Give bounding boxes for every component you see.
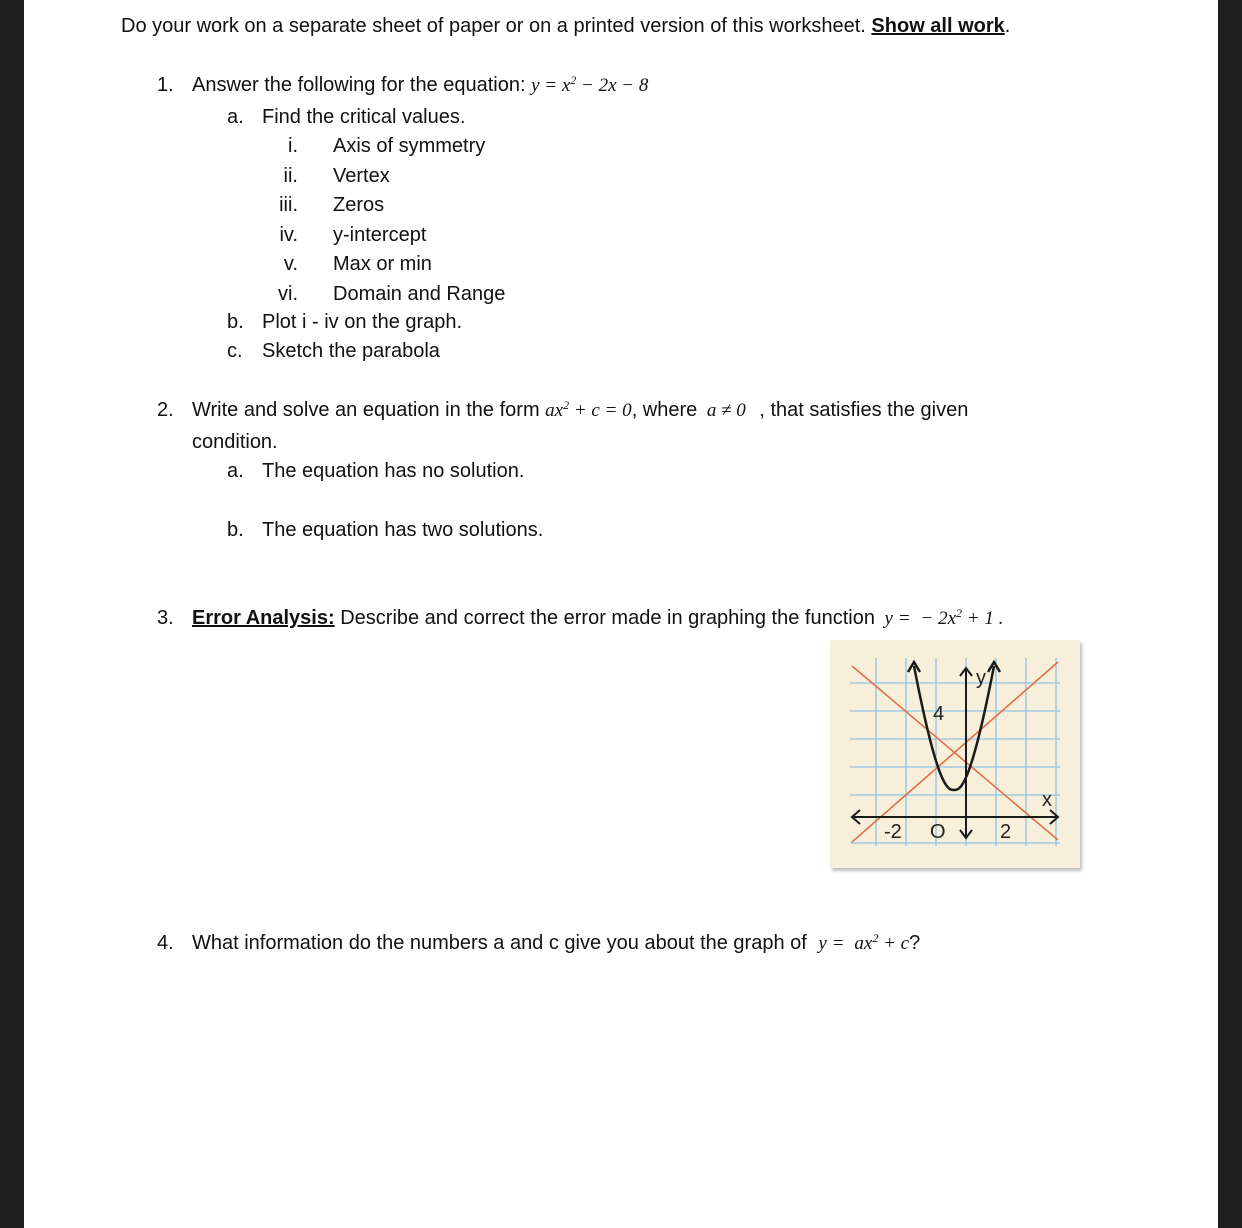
q1a-item-number: v.	[283, 253, 298, 275]
parabola-arrows	[908, 662, 1000, 672]
q1a-item-text: Vertex	[333, 165, 390, 187]
q1a-item-number: i.	[288, 135, 298, 157]
q2-line2: condition.	[192, 431, 278, 453]
q1a-item-text: y-intercept	[333, 224, 427, 246]
instructions-end: .	[1004, 15, 1011, 37]
tick-label-origin: O	[930, 821, 946, 843]
q1c-text: Sketch the parabola	[262, 340, 440, 362]
q1a-text: Find the critical values.	[262, 106, 466, 128]
error-graph	[830, 640, 1080, 868]
error-analysis-title: Error Analysis:	[192, 607, 335, 629]
q4-equation: $y = ax^2 + c$	[818, 931, 910, 954]
instructions-text: Do your work on a separate sheet of paper or on a printed version of this worksheet.	[121, 15, 872, 37]
q1-equation: $y = x^2 - 2x - 8$	[531, 73, 649, 96]
q2-prompt: Write and solve an equation in the form $ax^2 + c = 0$, where a ≠ 0 , that satisfies the given	[192, 398, 969, 421]
q3-number: 3.	[157, 607, 174, 629]
q4-prompt: What information do the numbers a and c give you about the graph of $y = ax^2 + c$?	[192, 931, 921, 954]
y-axis-label: y	[976, 667, 986, 689]
q2a-text: The equation has no solution.	[262, 460, 525, 482]
q2b-text: The equation has two solutions.	[262, 519, 544, 541]
q1a-item-number: vi.	[278, 283, 298, 305]
tick-label-neg2: -2	[884, 821, 902, 843]
q1-prompt	[192, 73, 648, 98]
red-x-mark	[852, 662, 1058, 842]
q2b-label: b.	[227, 519, 244, 541]
q1a-item-text: Max or min	[333, 253, 432, 275]
q1a-item-text: Axis of symmetry	[333, 135, 486, 157]
worksheet-page	[24, 0, 1218, 1228]
tick-label-4: 4	[933, 703, 945, 725]
q3-prompt: Error Analysis: Describe and correct the error made in graphing the function y = − $2x^2 + 1$ .	[192, 606, 1004, 629]
q1-number: 1.	[157, 74, 174, 96]
q4-number: 4.	[157, 932, 174, 954]
q1a-item-number: ii.	[283, 165, 298, 187]
q1a-item-text: Zeros	[333, 194, 385, 216]
q1a-item-number: iv.	[279, 224, 298, 246]
q1c-label: c.	[227, 340, 243, 362]
q2-form: $ax^2 + c = 0$	[545, 398, 632, 421]
q1-text: Answer the following for the equation:	[192, 74, 526, 96]
q1a-item-number: iii.	[279, 194, 298, 216]
q2-condition: a ≠ 0	[706, 400, 746, 421]
q2-number: 2.	[157, 399, 174, 421]
q1b-label: b.	[227, 311, 244, 333]
show-all-work: Show all work	[871, 15, 1005, 37]
q2a-label: a.	[227, 460, 244, 482]
q1b-text: Plot i - iv on the graph.	[262, 311, 463, 333]
instructions	[121, 14, 1010, 38]
error-graph-svg	[830, 640, 1080, 868]
tick-label-2: 2	[1000, 821, 1012, 843]
x-axis-label: x	[1042, 789, 1052, 811]
q1a-label: a.	[227, 106, 244, 128]
q1a-item-text: Domain and Range	[333, 283, 506, 305]
q3-equation: y = − $2x^2 + 1$ .	[884, 606, 1004, 629]
